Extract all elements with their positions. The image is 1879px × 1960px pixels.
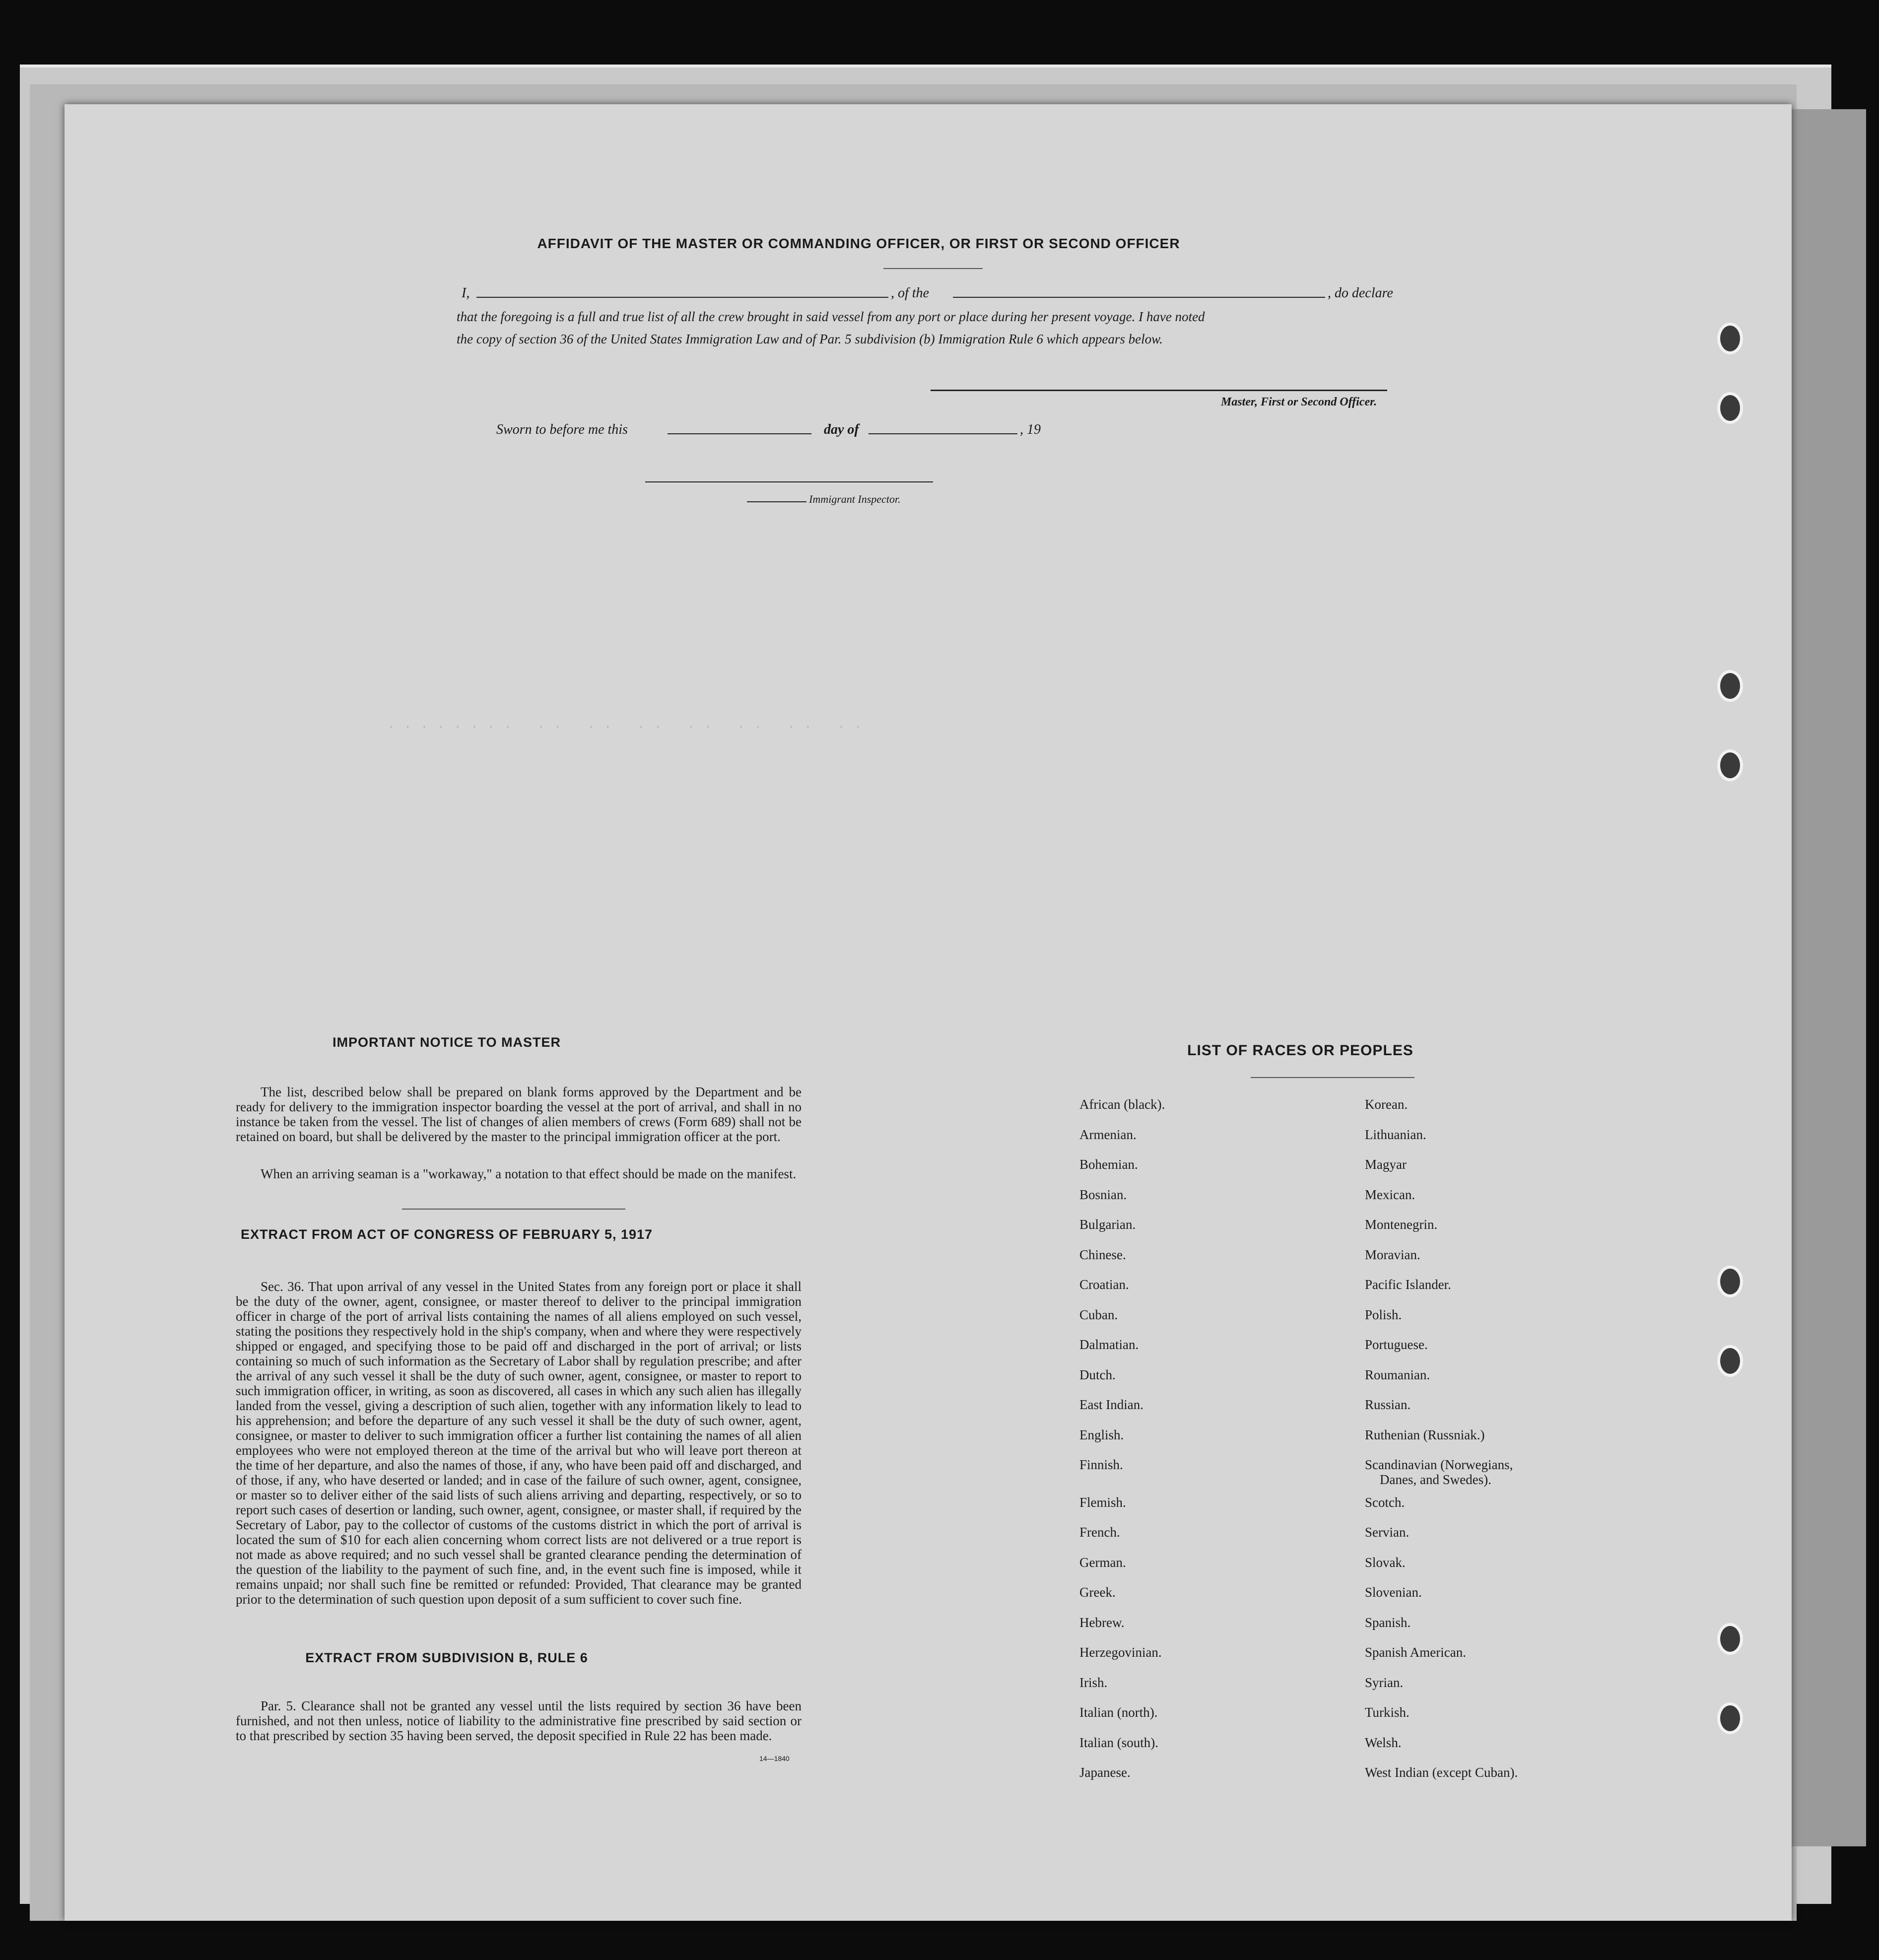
- bleed-through-text: ········ ·· ·· ·· ·· ·· ·· ··: [387, 720, 871, 735]
- race-item: Cuban.: [1079, 1307, 1118, 1322]
- race-item-continuation: Danes, and Swedes).: [1380, 1472, 1491, 1487]
- divider: [1251, 1077, 1414, 1078]
- form-number: 14—1840: [759, 1755, 790, 1762]
- extract-act-title: EXTRACT FROM ACT OF CONGRESS OF FEBRUARY 5, 1917: [240, 1227, 653, 1242]
- race-item: Turkish.: [1365, 1705, 1409, 1720]
- races-title: LIST OF RACES OR PEOPLES: [1187, 1042, 1413, 1059]
- sworn-year: , 19: [1020, 422, 1041, 437]
- race-item: Roumanian.: [1365, 1367, 1430, 1382]
- race-item: Polish.: [1365, 1307, 1402, 1322]
- race-item: Slovak.: [1365, 1554, 1406, 1570]
- race-item: Syrian.: [1365, 1675, 1404, 1690]
- race-item: East Indian.: [1079, 1397, 1143, 1412]
- inspector-signature-line[interactable]: [645, 481, 933, 482]
- race-item: Spanish.: [1365, 1615, 1411, 1630]
- affidavit-line2: that the foregoing is a full and true list of all the crew brought in said vessel from any port or place during her present voyage. I have noted: [457, 309, 1205, 324]
- notice-title: IMPORTANT NOTICE TO MASTER: [333, 1035, 561, 1050]
- punch-hole: [1717, 749, 1743, 781]
- race-item: Spanish American.: [1365, 1645, 1466, 1660]
- race-item: Pacific Islander.: [1365, 1277, 1451, 1292]
- punch-hole: [1717, 323, 1743, 354]
- race-item: Moravian.: [1365, 1247, 1420, 1262]
- extract-act-text: Sec. 36. That upon arrival of any vessel in the United States from any foreign port or place it shall be the duty of the owner, agent, consignee, or master thereof to deliver to the principal immigration officer in charge of the port of arrival lists containing the names of all aliens employed on such vessel, stating the positions they respectively hold in the ship's company, when and where they were respectively shipped or engaged, and specifying those to be paid off and discharged in the port of arrival; or lists containing so much of such information as the Secretary of Labor shall by regulation prescribe; and after the arrival of any such vessel it shall be the duty of such owner, agent, consignee, or master to report to such immigration officer, in writing, as soon as discovered, all cases in which any such alien has illegally landed from the vessel, giving a description of such alien, together with any information likely to lead to his apprehension; and before the departure of any such vessel it shall be the duty of such owner, agent, consignee, or master to deliver to such immigration officer a further list containing the names of all alien employees who were not employed thereon at the time of the arrival but who will leave port thereon at the time of her departure, and also the names of those, if any, who have been paid off and discharged, and of those, if any, who have deserted or landed; and in case of the failure of such owner, agent, consignee, or master so to deliver either of the said lists of such aliens arriving and departing, respectively, or so to report such cases of desertion or landing, such owner, agent, consignee, or master shall, if required by the Secretary of Labor, pay to the collector of customs of the customs district in which the port of arrival is located the sum of $10 for each alien concerning whom correct lists are not delivered or a true report is not made as above required; and no such vessel shall be granted clearance pending the determination of the question of the liability to the payment of such fine, and, in the event such fine is imposed, while it remains unpaid; nor shall such fine be remitted or refunded: Provided, That clearance may be granted prior to the determination of such question upon deposit of a sum sufficient to cover such fine.: [236, 1279, 802, 1607]
- punch-hole: [1717, 1623, 1743, 1655]
- race-item: African (black).: [1079, 1097, 1165, 1112]
- race-item: Magyar: [1365, 1157, 1407, 1172]
- notice-paragraph-2: When an arriving seaman is a "workaway," a notation to that effect should be made on the manifest.: [261, 1166, 797, 1181]
- race-item: Hebrew.: [1079, 1615, 1125, 1630]
- race-item: Irish.: [1079, 1675, 1108, 1690]
- race-item: Korean.: [1365, 1097, 1408, 1112]
- race-item: Italian (north).: [1079, 1705, 1158, 1720]
- race-item: Slovenian.: [1365, 1585, 1422, 1600]
- divider: [883, 268, 983, 269]
- race-item: German.: [1079, 1554, 1126, 1570]
- affidavit-title: AFFIDAVIT OF THE MASTER OR COMMANDING OFFICER, OR FIRST OR SECOND OFFICER: [537, 236, 1180, 251]
- race-item: English.: [1079, 1427, 1124, 1442]
- race-item: Herzegovinian.: [1079, 1645, 1162, 1660]
- race-item: Welsh.: [1365, 1735, 1402, 1750]
- race-item: Finnish.: [1079, 1457, 1123, 1472]
- underlying-page-edge: [1787, 109, 1866, 1846]
- race-item: Ruthenian (Russniak.): [1365, 1427, 1485, 1442]
- race-item: Chinese.: [1079, 1247, 1126, 1262]
- race-item: Bosnian.: [1079, 1187, 1127, 1202]
- race-item: Dalmatian.: [1079, 1337, 1139, 1352]
- punch-hole: [1717, 392, 1743, 424]
- race-item: Mexican.: [1365, 1187, 1415, 1202]
- sworn-prefix: Sworn to before me this: [496, 422, 628, 437]
- race-item: Greek.: [1079, 1585, 1116, 1600]
- race-item: Montenegrin.: [1365, 1217, 1438, 1232]
- master-signature-line[interactable]: [931, 390, 1387, 391]
- punch-hole: [1717, 1266, 1743, 1297]
- punch-hole: [1717, 670, 1743, 702]
- name-blank-line[interactable]: [476, 297, 888, 298]
- extract-rule-title: EXTRACT FROM SUBDIVISION B, RULE 6: [305, 1650, 588, 1665]
- race-item: Japanese.: [1079, 1765, 1131, 1780]
- document-page: [65, 104, 1792, 1921]
- inspector-label: Immigrant Inspector.: [809, 493, 901, 505]
- inspector-short-line: [747, 501, 806, 502]
- race-item: Scandinavian (Norwegians,: [1365, 1457, 1513, 1472]
- master-signature-label: Master, First or Second Officer.: [1221, 396, 1377, 408]
- race-item: French.: [1079, 1525, 1120, 1540]
- race-item: Armenian.: [1079, 1127, 1137, 1142]
- divider: [402, 1209, 625, 1210]
- race-item: West Indian (except Cuban).: [1365, 1765, 1518, 1780]
- race-item: Scotch.: [1365, 1494, 1405, 1510]
- race-item: Bohemian.: [1079, 1157, 1138, 1172]
- affidavit-line3: the copy of section 36 of the United States Immigration Law and of Par. 5 subdivision (b) Immigration Rule 6 which appears below.: [457, 332, 1163, 346]
- punch-hole: [1717, 1345, 1743, 1377]
- race-item: Dutch.: [1079, 1367, 1116, 1382]
- sworn-day-blank[interactable]: [668, 433, 811, 434]
- race-item: Portuguese.: [1365, 1337, 1428, 1352]
- race-item: Lithuanian.: [1365, 1127, 1426, 1142]
- race-item: Russian.: [1365, 1397, 1411, 1412]
- punch-hole: [1717, 1702, 1743, 1734]
- affidavit-declare: , do declare: [1328, 285, 1393, 301]
- sworn-month-blank[interactable]: [869, 433, 1017, 434]
- extract-rule-text: Par. 5. Clearance shall not be granted any vessel until the lists required by section 36 have been furnished, and not then unless, notice of liability to the administrative fine prescribed by said section or to that prescribed by section 35 having been served, the deposit specified in Rule 22 has been made.: [236, 1698, 802, 1743]
- race-item: Flemish.: [1079, 1494, 1126, 1510]
- sworn-day-label: day of: [824, 422, 859, 437]
- race-item: Bulgarian.: [1079, 1217, 1136, 1232]
- affidavit-line1-prefix: I,: [462, 285, 470, 301]
- race-item: Servian.: [1365, 1525, 1409, 1540]
- vessel-blank-line[interactable]: [953, 297, 1325, 298]
- race-item: Croatian.: [1079, 1277, 1129, 1292]
- affidavit-of-the: , of the: [891, 285, 929, 301]
- race-item: Italian (south).: [1079, 1735, 1158, 1750]
- notice-paragraph-1: The list, described below shall be prepared on blank forms approved by the Department and be ready for delivery to the immigration inspector boarding the vessel at the port of arrival, and shall in no instance be taken from the vessel. The list of changes of alien members of crews (Form 689) shall not be retained on board, but shall be delivered by the master to the principal immigration officer at the port.: [236, 1084, 802, 1144]
